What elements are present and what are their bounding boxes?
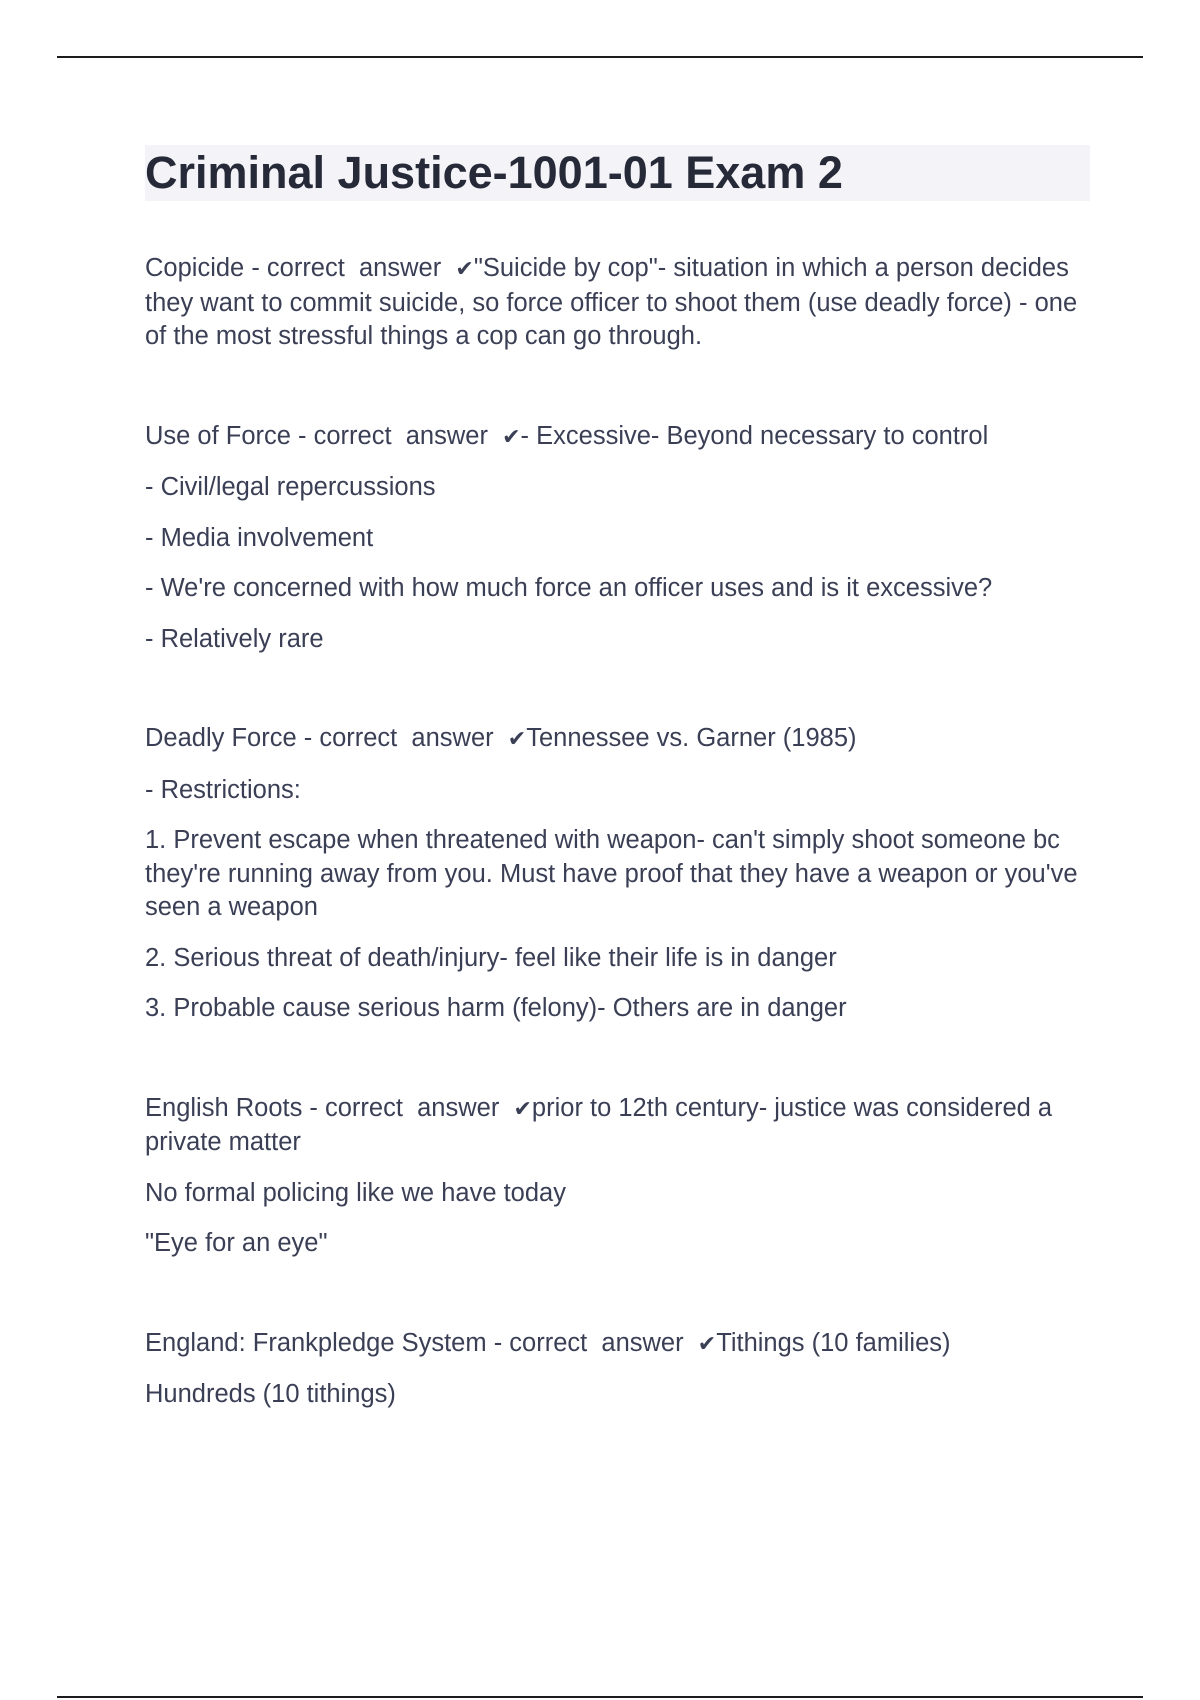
flashcard-entry bbox=[145, 722, 1090, 1026]
flashcard-question-line bbox=[145, 252, 1090, 354]
flashcard-entry bbox=[145, 420, 1090, 657]
flashcard-answer: "Suicide by cop"- situation in which a person decides they want to commit suicide, so force officer to shoot them (use deadly force) - one of the most stressful things a cop can go through. bbox=[145, 254, 1078, 350]
title-banner bbox=[145, 145, 1090, 201]
flashcard-answer: Tithings (10 families) bbox=[716, 1328, 951, 1357]
correct-answer-label: - correct answer bbox=[302, 1093, 514, 1122]
flashcard-entry bbox=[145, 1327, 1090, 1412]
flashcard-entry bbox=[145, 252, 1090, 354]
flashcard-answer: prior to 12th century- justice was considered a private matter bbox=[145, 1093, 1053, 1156]
correct-answer-label: - correct answer bbox=[244, 254, 456, 282]
flashcard-answer-line: 2. Serious threat of death/injury- feel like their life is in danger bbox=[145, 943, 837, 972]
flashcard-term: Use of Force bbox=[145, 421, 291, 450]
flashcard-list bbox=[145, 252, 1090, 1412]
checkmark-icon: ✔ bbox=[507, 727, 527, 752]
flashcard-question-line bbox=[145, 722, 1090, 757]
flashcard-question-line bbox=[145, 420, 1090, 455]
checkmark-icon: ✔ bbox=[697, 1331, 717, 1357]
checkmark-icon: ✔ bbox=[513, 1096, 532, 1122]
flashcard-answer: - Excessive- Beyond necessary to control bbox=[520, 421, 989, 450]
bottom-rule bbox=[57, 1696, 1143, 1698]
flashcard-answer-line: - Media involvement bbox=[145, 523, 374, 552]
flashcard-answer-line: - Relatively rare bbox=[145, 624, 324, 653]
flashcard-term: Deadly Force bbox=[145, 724, 297, 752]
flashcard-term: English Roots bbox=[145, 1093, 303, 1122]
checkmark-icon: ✔ bbox=[502, 424, 521, 450]
flashcard-answer-line: 1. Prevent escape when threatened with weapon- can't simply shoot someone bc they're running away from you. Must have proof that they have a weapon or you've seen a weapon bbox=[145, 826, 1078, 921]
flashcard-term: England: Frankpledge System bbox=[145, 1328, 487, 1357]
correct-answer-label: - correct answer bbox=[296, 724, 508, 752]
flashcard-question-line bbox=[145, 1327, 1090, 1362]
flashcard-answer-line: - We're concerned with how much force an officer uses and is it excessive? bbox=[145, 574, 993, 602]
flashcard-question-line bbox=[145, 1092, 1090, 1160]
document-title: Criminal Justice-1001-01 Exam 2 bbox=[145, 147, 843, 198]
flashcard-answer: Tennessee vs. Garner (1985) bbox=[526, 724, 857, 752]
flashcard-answer-line: - Restrictions: bbox=[145, 775, 301, 804]
correct-answer-label: - correct answer bbox=[290, 421, 503, 450]
flashcard-answer-line: 3. Probable cause serious harm (felony)- Others are in danger bbox=[145, 994, 847, 1022]
flashcard-answer-line: No formal policing like we have today bbox=[145, 1178, 566, 1207]
top-rule bbox=[57, 56, 1143, 58]
flashcard-answer-line: - Civil/legal repercussions bbox=[145, 473, 436, 501]
document-body bbox=[145, 145, 1090, 1412]
flashcard-entry bbox=[145, 1092, 1090, 1261]
flashcard-term: Copicide bbox=[145, 254, 245, 282]
correct-answer-label: - correct answer bbox=[486, 1328, 698, 1357]
checkmark-icon: ✔ bbox=[455, 257, 474, 282]
flashcard-answer-line: Hundreds (10 tithings) bbox=[145, 1380, 396, 1408]
flashcard-answer-line: "Eye for an eye" bbox=[145, 1229, 328, 1257]
